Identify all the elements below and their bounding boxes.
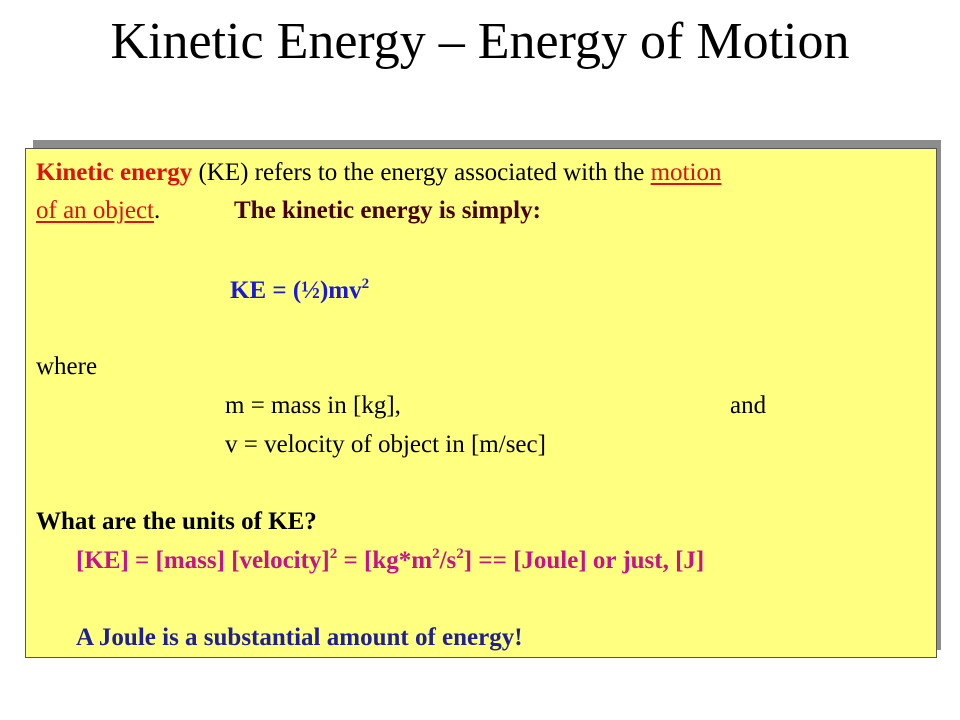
intro-text: (KE) refers to the energy associated with the bbox=[192, 159, 651, 186]
units-exp-b: 2 bbox=[432, 546, 440, 562]
units-derivation bbox=[76, 546, 704, 576]
intro-period: . bbox=[154, 197, 161, 224]
velocity-definition: v = velocity of object in [m/sec] bbox=[225, 431, 546, 458]
ke-formula bbox=[230, 276, 369, 306]
term-kinetic-energy: Kinetic energy bbox=[36, 159, 193, 186]
and-word: and bbox=[730, 392, 767, 419]
intro-line-1 bbox=[36, 158, 721, 188]
content-box bbox=[25, 148, 937, 658]
units-part-d: ] == [Joule] or just, [J] bbox=[463, 547, 705, 574]
where-label: where bbox=[36, 353, 98, 380]
simply-text: The kinetic energy is simply: bbox=[234, 197, 541, 224]
intro-line-2 bbox=[36, 196, 160, 226]
ke-formula-base: KE = (½)mv bbox=[230, 277, 362, 304]
units-exp-c: 2 bbox=[456, 546, 464, 562]
motion-phrase-part2: of an object bbox=[36, 197, 155, 224]
motion-phrase-part1: motion bbox=[650, 159, 722, 186]
units-part-b: = [kg*m bbox=[337, 547, 433, 574]
units-part-a: [KE] = [mass] [velocity] bbox=[76, 547, 330, 574]
mass-definition: m = mass in [kg], bbox=[225, 392, 401, 419]
slide-title: Kinetic Energy – Energy of Motion bbox=[110, 13, 850, 70]
closing-statement: A Joule is a substantial amount of energy! bbox=[76, 624, 523, 651]
units-question: What are the units of KE? bbox=[36, 508, 317, 535]
ke-formula-exponent: 2 bbox=[361, 276, 370, 292]
units-part-c: /s bbox=[439, 547, 457, 574]
units-exp-a: 2 bbox=[329, 546, 338, 562]
